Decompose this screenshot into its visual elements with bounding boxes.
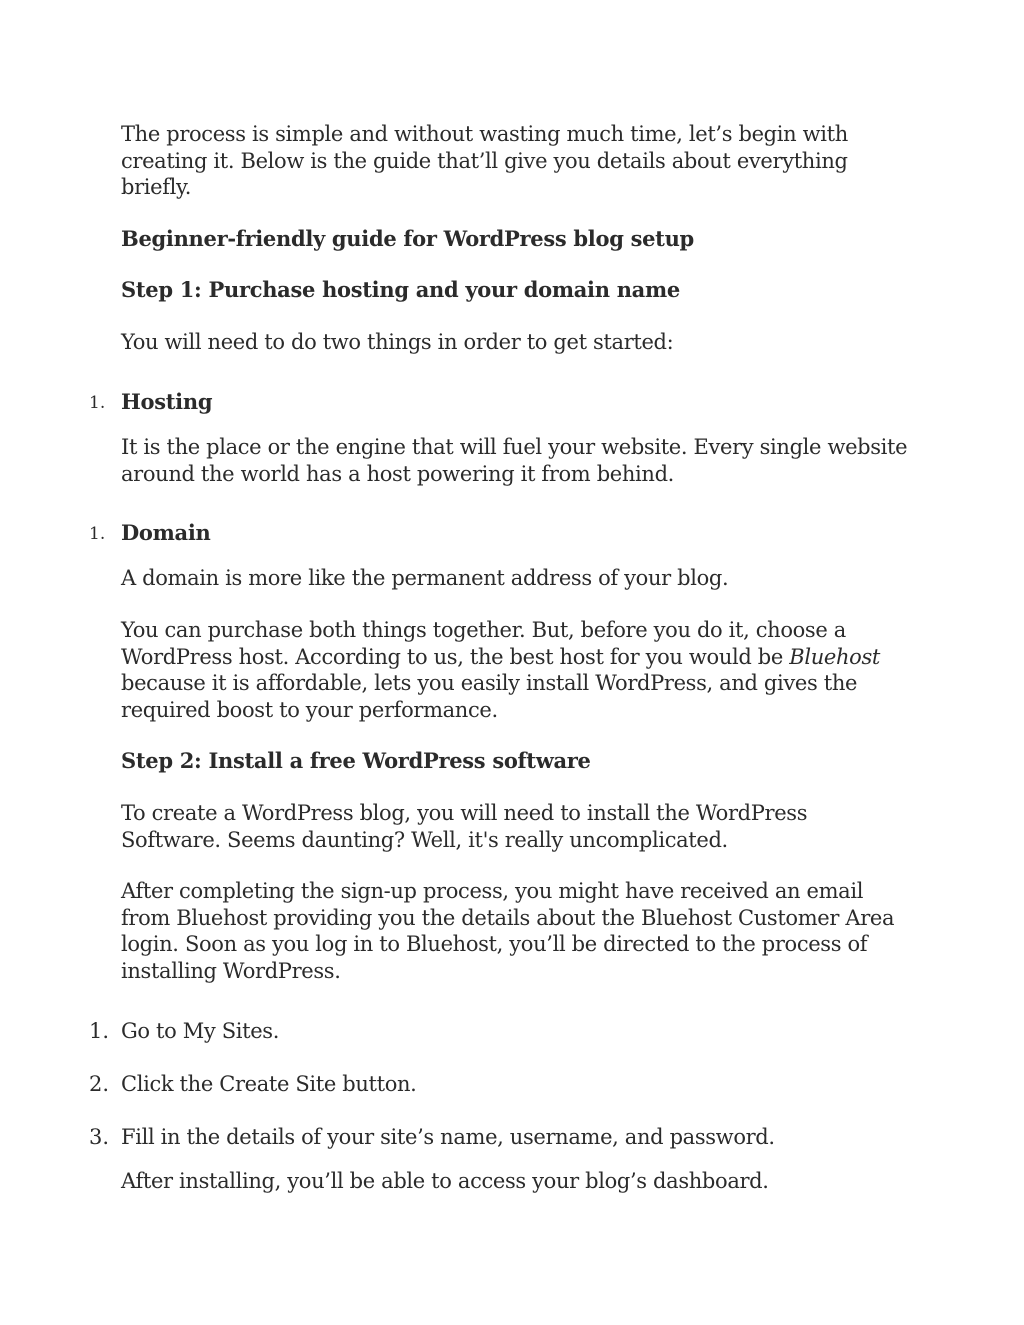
guide-heading: Beginner-friendly guide for WordPress blog setup — [121, 226, 694, 251]
step1-heading: Step 1: Purchase hosting and your domain name — [121, 277, 680, 302]
domain-heading: Domain — [121, 520, 211, 545]
purchase-paragraph — [121, 617, 911, 723]
purchase-text-before: You can purchase both things together. But, before you do it, choose a WordPress host. According to us, the best host for you would be — [121, 618, 846, 669]
step2-intro-paragraph: To create a WordPress blog, you will need to install the WordPress Software. Seems daunting? Well, it's really uncomplicated. — [121, 801, 808, 852]
intro-paragraph: The process is simple and without wasting much time, let’s begin with creating it. Below is the guide that’ll give you details about everything briefly. — [121, 122, 848, 199]
step2-heading: Step 2: Install a free WordPress software — [121, 748, 591, 773]
list-item: Click the Create Site button. — [121, 1072, 417, 1096]
outro-paragraph: After installing, you’ll be able to access your blog’s dashboard. — [121, 1169, 769, 1193]
list-item: Fill in the details of your site’s name, username, and password. — [121, 1125, 775, 1149]
list-number: 1. — [89, 1019, 110, 1043]
list-number: 1. — [89, 393, 106, 413]
hosting-heading: Hosting — [121, 389, 213, 414]
step1-intro-paragraph: You will need to do two things in order to get started: — [121, 330, 674, 354]
list-number: 1. — [89, 524, 106, 544]
list-item: Go to My Sites. — [121, 1019, 280, 1043]
domain-paragraph: A domain is more like the permanent address of your blog. — [121, 566, 729, 590]
bluehost-emphasis: Bluehost — [789, 644, 880, 669]
list-number: 2. — [89, 1072, 110, 1096]
list-number: 3. — [89, 1125, 110, 1149]
step2-detail-paragraph: After completing the sign-up process, you might have received an email from Bluehost providing you the details about the Bluehost Customer Area login. Soon as you log in to Bluehost, you’ll be directed to the process of installing WordPress. — [121, 879, 895, 983]
hosting-paragraph: It is the place or the engine that will fuel your website. Every single website around the world has a host powering it from behind. — [121, 435, 908, 486]
purchase-text-after: because it is affordable, lets you easily install WordPress, and gives the required boost to your performance. — [121, 671, 858, 722]
